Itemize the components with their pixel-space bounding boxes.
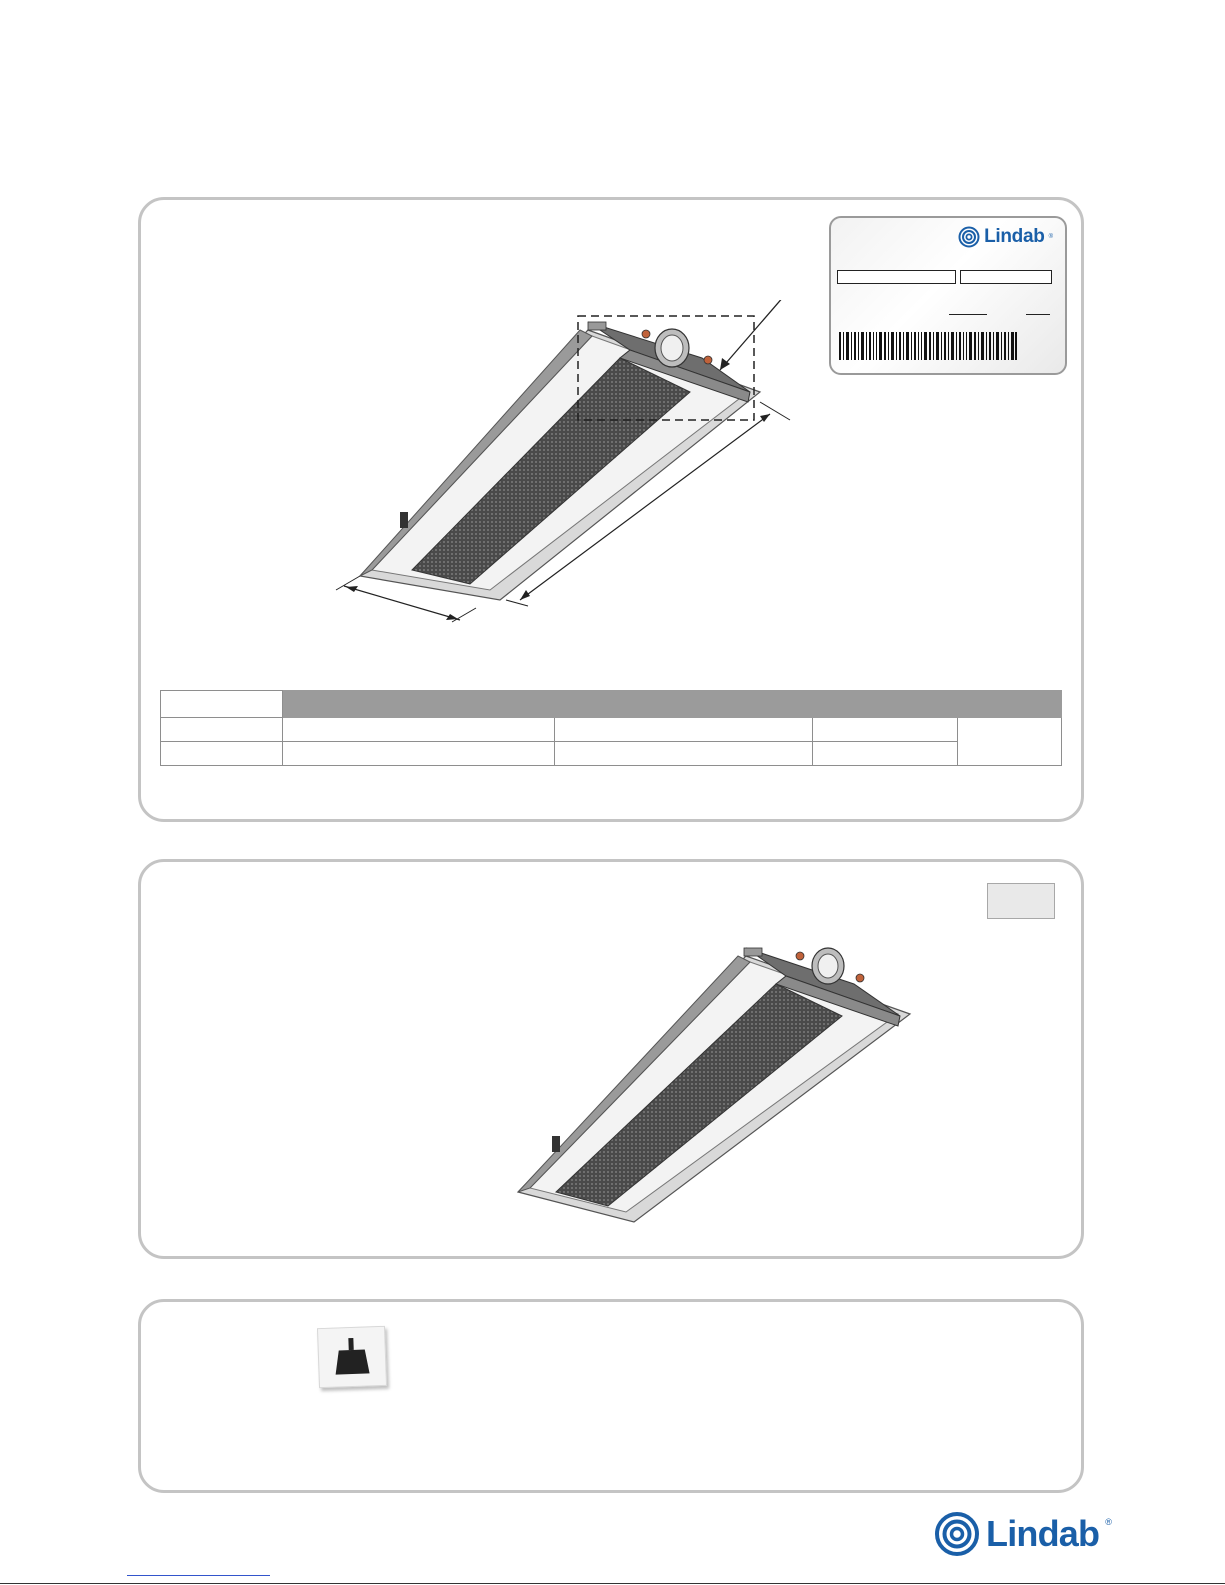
label-underline-2: [1026, 314, 1050, 315]
registered-mark: ®: [1048, 234, 1053, 240]
table-cell: [283, 742, 555, 766]
table-cell: [161, 742, 283, 766]
barcode: [839, 332, 1017, 360]
ceiling-unit-illustration-1: [330, 300, 810, 640]
footer-logo: [934, 1511, 1112, 1557]
tool-sticker-icon: [318, 1327, 388, 1389]
table-row: [161, 742, 1062, 766]
table-cell: [161, 718, 283, 742]
footer-rule: [0, 1583, 1225, 1584]
table-header-cell: [283, 691, 555, 718]
table-header-cell: [161, 691, 283, 718]
table-cell: [555, 718, 813, 742]
specification-table: [160, 690, 1062, 766]
label-underline-1: [949, 314, 987, 315]
label-field-1: [837, 270, 956, 284]
lindab-logo-icon: [934, 1511, 980, 1557]
table-header-cell: [555, 691, 813, 718]
panel-tag: [987, 883, 1055, 919]
table-cell: [555, 742, 813, 766]
table-header-row: [161, 691, 1062, 718]
table-cell: [283, 718, 555, 742]
label-logo: [958, 226, 1053, 248]
table-cell-merged: [958, 718, 1062, 766]
table-header-cell: [958, 691, 1062, 718]
tools-panel: [138, 1299, 1084, 1493]
footer-brand-name: Lindab: [986, 1513, 1100, 1554]
table-cell: [813, 742, 958, 766]
table-header-cell: [813, 691, 958, 718]
lindab-logo-icon: [958, 226, 980, 248]
label-brand-name: Lindab: [984, 226, 1045, 247]
product-label-card: [829, 216, 1067, 375]
ceiling-unit-illustration-2: [510, 930, 930, 1230]
footer-link[interactable]: [127, 1575, 270, 1576]
table-cell: [813, 718, 958, 742]
tool-sticker: [317, 1326, 387, 1388]
registered-mark: ®: [1105, 1517, 1112, 1527]
table-row: [161, 718, 1062, 742]
label-field-2: [960, 270, 1052, 284]
